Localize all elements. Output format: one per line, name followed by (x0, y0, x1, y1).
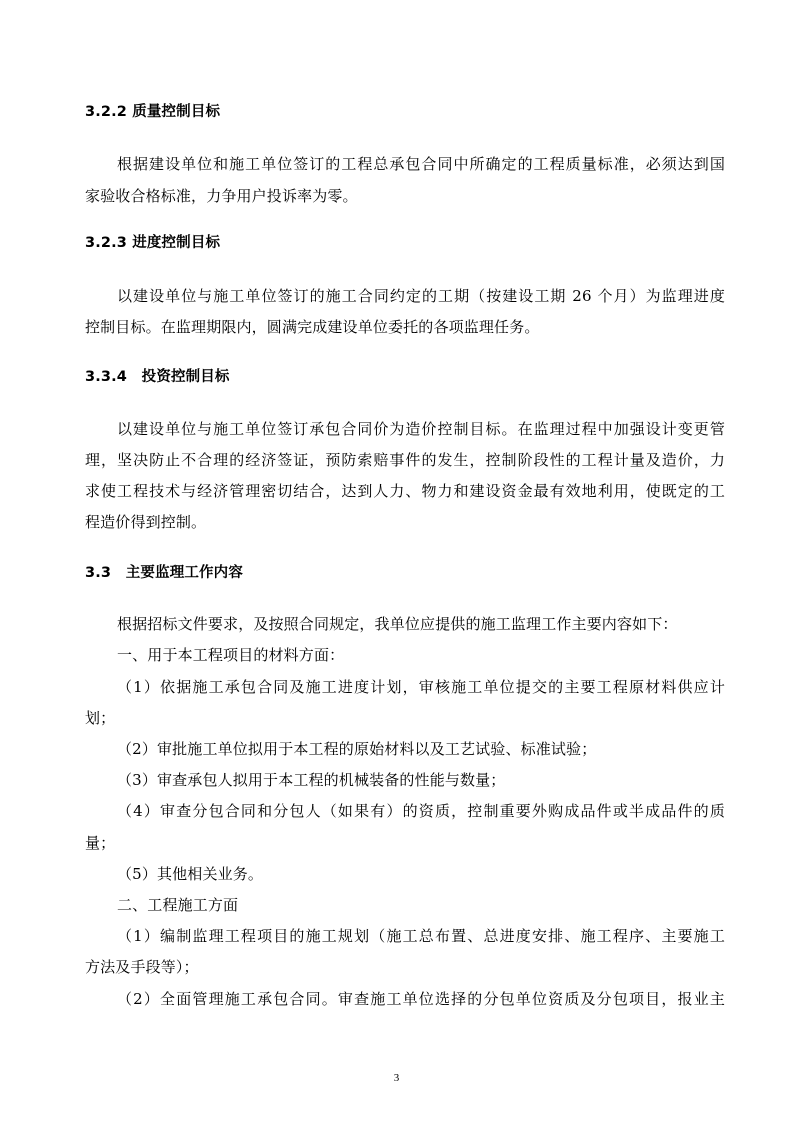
paragraph-line: 以建设单位与施工单位签订的施工合同约定的工期（按建设工期 26 个月）为监理进度 (117, 287, 725, 305)
list-item: （1）依据施工承包合同及施工进度计划，审核施工单位提交的主要工程原材料供应计 (117, 678, 725, 696)
paragraph-line: 家验收合格标准，力争用户投诉率为零。 (85, 187, 358, 205)
paragraph-line: 程造价得到控制。 (85, 513, 207, 531)
section-heading-3-3-4: 3.3.4 投资控制目标 (85, 369, 230, 385)
list-item: （2）审批施工单位拟用于本工程的原始材料以及工艺试验、标准试验； (117, 740, 597, 758)
paragraph-line: 控制目标。在监理期限内，圆满完成建设单位委托的各项监理任务。 (85, 318, 540, 336)
intro-line: 根据招标文件要求，及按照合同规定，我单位应提供的施工监理工作主要内容如下： (117, 615, 678, 633)
section-heading-3-2-3: 3.2.3 进度控制目标 (85, 235, 221, 251)
page-number: 3 (393, 1072, 400, 1084)
list-item-continuation: 方法及手段等）； (85, 958, 199, 976)
paragraph-line: 根据建设单位和施工单位签订的工程总承包合同中所确定的工程质量标准，必须达到国 (117, 155, 725, 173)
list-item-continuation: 量； (85, 834, 116, 852)
list-item-continuation: 划； (85, 709, 116, 727)
paragraph-line: 以建设单位与施工单位签订承包合同价为造价控制目标。在监理过程中加强设计变更管 (117, 420, 725, 438)
paragraph-line: 理，坚决防止不合理的经济签证，预防索赔事件的发生，控制阶段性的工程计量及造价，力 (85, 451, 725, 469)
section-heading-3-2-2: 3.2.2 质量控制目标 (85, 104, 221, 120)
list-item: （3）审查承包人拟用于本工程的机械装备的性能与数量； (117, 771, 506, 789)
part-title: 一、用于本工程项目的材料方面： (117, 646, 345, 664)
list-item: （5）其他相关业务。 (117, 865, 264, 883)
list-item: （1）编制监理工程项目的施工规划（施工总布置、总进度安排、施工程序、主要施工 (117, 927, 725, 945)
part-title: 二、工程施工方面 (117, 896, 239, 914)
paragraph-line: 求使工程技术与经济管理密切结合，达到人力、物力和建设资金最有效地利用，使既定的工 (85, 482, 725, 500)
list-item: （4）审查分包合同和分包人（如果有）的资质，控制重要外购成品件或半成品件的质 (117, 802, 725, 820)
section-heading-3-3: 3.3 主要监理工作内容 (85, 565, 243, 581)
list-item: （2）全面管理施工承包合同。审查施工单位选择的分包单位资质及分包项目，报业主 (117, 990, 725, 1008)
